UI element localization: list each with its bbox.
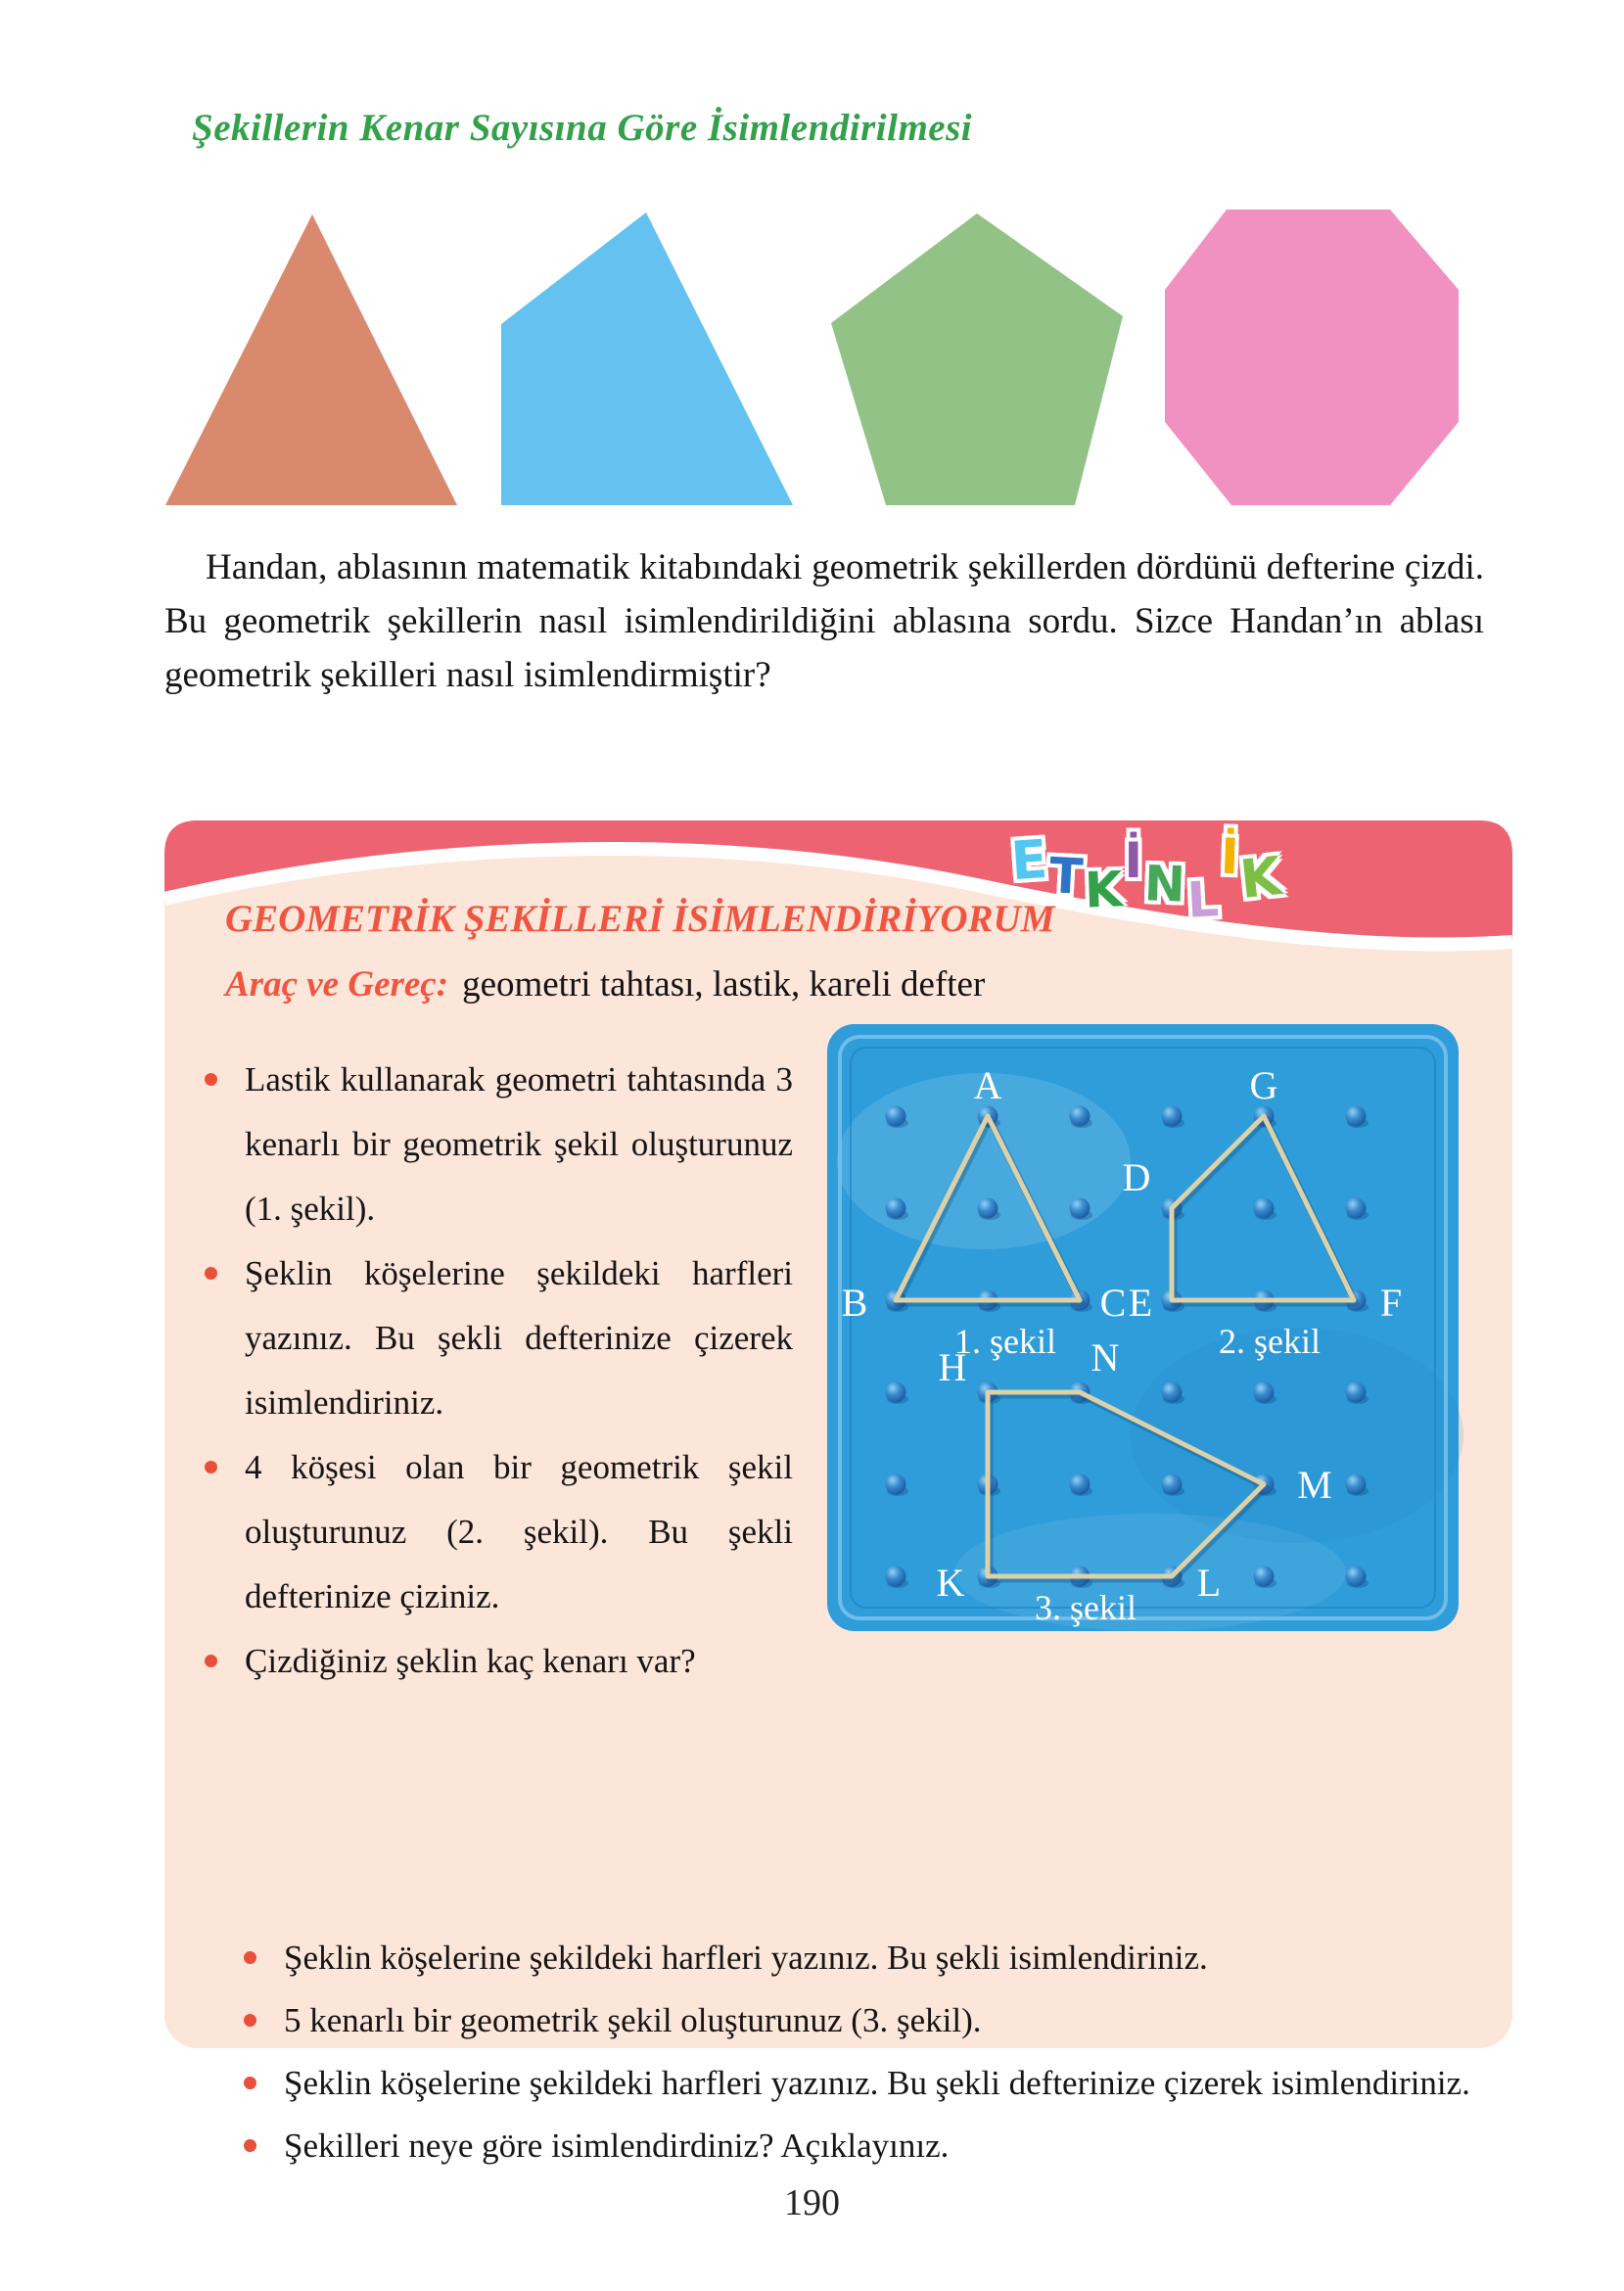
vertex-label-g: G bbox=[1249, 1063, 1278, 1107]
peg bbox=[978, 1198, 998, 1219]
list-item bbox=[243, 2117, 1515, 2175]
vertex-label-h: H bbox=[938, 1345, 967, 1389]
peg bbox=[1346, 1566, 1367, 1587]
vertex-label-b: B bbox=[841, 1281, 868, 1325]
peg bbox=[1254, 1566, 1275, 1587]
bullet-icon bbox=[205, 1461, 217, 1473]
badge-letter: N bbox=[1143, 855, 1186, 913]
shapes-figure bbox=[98, 182, 1527, 515]
materials-label: Araç ve Gereç: bbox=[225, 964, 449, 1005]
bullet-text: Lastik kullanarak geometri tahtasında 3 kenarlı bir geometrik şekil oluşturunuz (1. şekil). bbox=[245, 1060, 793, 1228]
bullet-icon bbox=[205, 1267, 217, 1280]
vertex-label-n: N bbox=[1090, 1335, 1120, 1379]
quadrilateral-shape bbox=[501, 212, 793, 505]
activity-title: GEOMETRİK ŞEKİLLERİ İSİMLENDİRİYORUM bbox=[225, 898, 1055, 940]
bullet-text: 4 köşesi olan bir geometrik şekil oluşturunuz (2. şekil). Bu şekli defterinize çiziniz. bbox=[245, 1448, 793, 1615]
peg bbox=[1070, 1474, 1090, 1495]
geoboard-photo bbox=[827, 1024, 1459, 1631]
peg bbox=[1346, 1106, 1367, 1127]
peg bbox=[1162, 1474, 1183, 1495]
vertex-label-a: A bbox=[973, 1063, 1002, 1107]
peg bbox=[1162, 1106, 1183, 1127]
peg bbox=[1254, 1382, 1275, 1403]
peg bbox=[1346, 1198, 1367, 1219]
peg bbox=[1070, 1198, 1090, 1219]
peg bbox=[886, 1474, 906, 1495]
triangle-shape bbox=[165, 214, 457, 505]
peg bbox=[886, 1382, 906, 1403]
badge-letter: K bbox=[1083, 861, 1124, 919]
bullet-text: Şekilleri neye göre isimlendirdiniz? Açıklayınız. bbox=[284, 2127, 950, 2165]
vertex-label-e: E bbox=[1128, 1281, 1153, 1325]
list-item bbox=[204, 1435, 795, 1629]
peg bbox=[1346, 1382, 1367, 1403]
caption-sekil-1: 1. şekil bbox=[954, 1322, 1056, 1361]
badge-letter: E bbox=[1008, 827, 1049, 893]
etkinlik-badge bbox=[936, 826, 1357, 929]
bullet-icon bbox=[205, 1655, 217, 1667]
board-sheen bbox=[954, 1514, 1346, 1631]
vertex-label-f: F bbox=[1379, 1281, 1403, 1325]
bullet-text: 5 kenarlı bir geometrik şekil oluşturunuz (3. şekil). bbox=[284, 2001, 982, 2039]
bullet-list-lower bbox=[243, 1929, 1515, 2179]
shapes-row bbox=[98, 182, 1527, 515]
vertex-label-m: M bbox=[1297, 1463, 1332, 1507]
vertex-label-c: C bbox=[1099, 1281, 1127, 1325]
bullet-icon bbox=[244, 1951, 256, 1964]
peg bbox=[886, 1198, 906, 1219]
bullet-icon bbox=[244, 2014, 256, 2027]
materials-text: geometri tahtası, lastik, kareli defter bbox=[462, 964, 986, 1005]
page-number: 190 bbox=[784, 2182, 840, 2223]
list-item bbox=[204, 1048, 795, 1241]
badge-letter: K bbox=[1237, 844, 1285, 912]
bullet-text: Çizdiğiniz şeklin kaç kenarı var? bbox=[245, 1642, 696, 1680]
vertex-label-d: D bbox=[1122, 1155, 1151, 1199]
caption-sekil-2: 2. şekil bbox=[1219, 1322, 1321, 1361]
section-heading: Şekillerin Kenar Sayısına Göre İsimlendirilmesi bbox=[192, 107, 973, 149]
bullet-text: Şeklin köşelerine şekildeki harfleri yazınız. Bu şekli defterinize çizerek isimlendiriniz. bbox=[284, 2064, 1470, 2102]
bullet-icon bbox=[244, 2077, 256, 2089]
octagon-shape bbox=[1165, 210, 1459, 505]
list-item bbox=[204, 1241, 795, 1435]
pentagon-shape bbox=[831, 213, 1123, 505]
bullet-text: Şeklin köşelerine şekildeki harfleri yazınız. Bu şekli defterinize çizerek isimlendiriniz. bbox=[245, 1254, 793, 1422]
activity-materials bbox=[225, 963, 985, 1005]
peg bbox=[886, 1106, 906, 1127]
peg bbox=[1070, 1106, 1090, 1127]
badge-letter: L bbox=[1185, 870, 1221, 929]
peg bbox=[1254, 1198, 1275, 1219]
list-item bbox=[243, 1929, 1515, 1987]
list-item bbox=[204, 1629, 795, 1694]
list-item bbox=[243, 2054, 1515, 2113]
badge-letter: İ bbox=[1124, 832, 1143, 889]
geoboard-figure bbox=[827, 1024, 1459, 1631]
vertex-label-k: K bbox=[936, 1561, 965, 1605]
vertex-label-l: L bbox=[1196, 1561, 1222, 1605]
caption-sekil-3: 3. şekil bbox=[1035, 1588, 1137, 1627]
peg bbox=[1162, 1382, 1183, 1403]
intro-paragraph: Handan, ablasının matematik kitabındaki geometrik şekillerden dördünü defterine çizdi. Bu geometrik şekillerin nasıl isimlendirildiğini ablasına sordu. Sizce Handan’ın ablası geometrik şekilleri nasıl isimlendirmiştir? bbox=[164, 547, 1484, 695]
bullet-text: Şeklin köşelerine şekildeki harfleri yazınız. Bu şekli isimlendiriniz. bbox=[284, 1939, 1208, 1977]
activity-box bbox=[164, 820, 1512, 2165]
bullet-icon bbox=[205, 1073, 217, 1086]
bullet-list-left bbox=[204, 1048, 795, 1694]
list-item bbox=[243, 1991, 1515, 2050]
peg bbox=[1346, 1474, 1367, 1495]
badge-letter: T bbox=[1047, 847, 1085, 906]
peg bbox=[886, 1566, 906, 1587]
badge-letter: İ bbox=[1219, 827, 1240, 886]
bullet-icon bbox=[244, 2139, 256, 2152]
